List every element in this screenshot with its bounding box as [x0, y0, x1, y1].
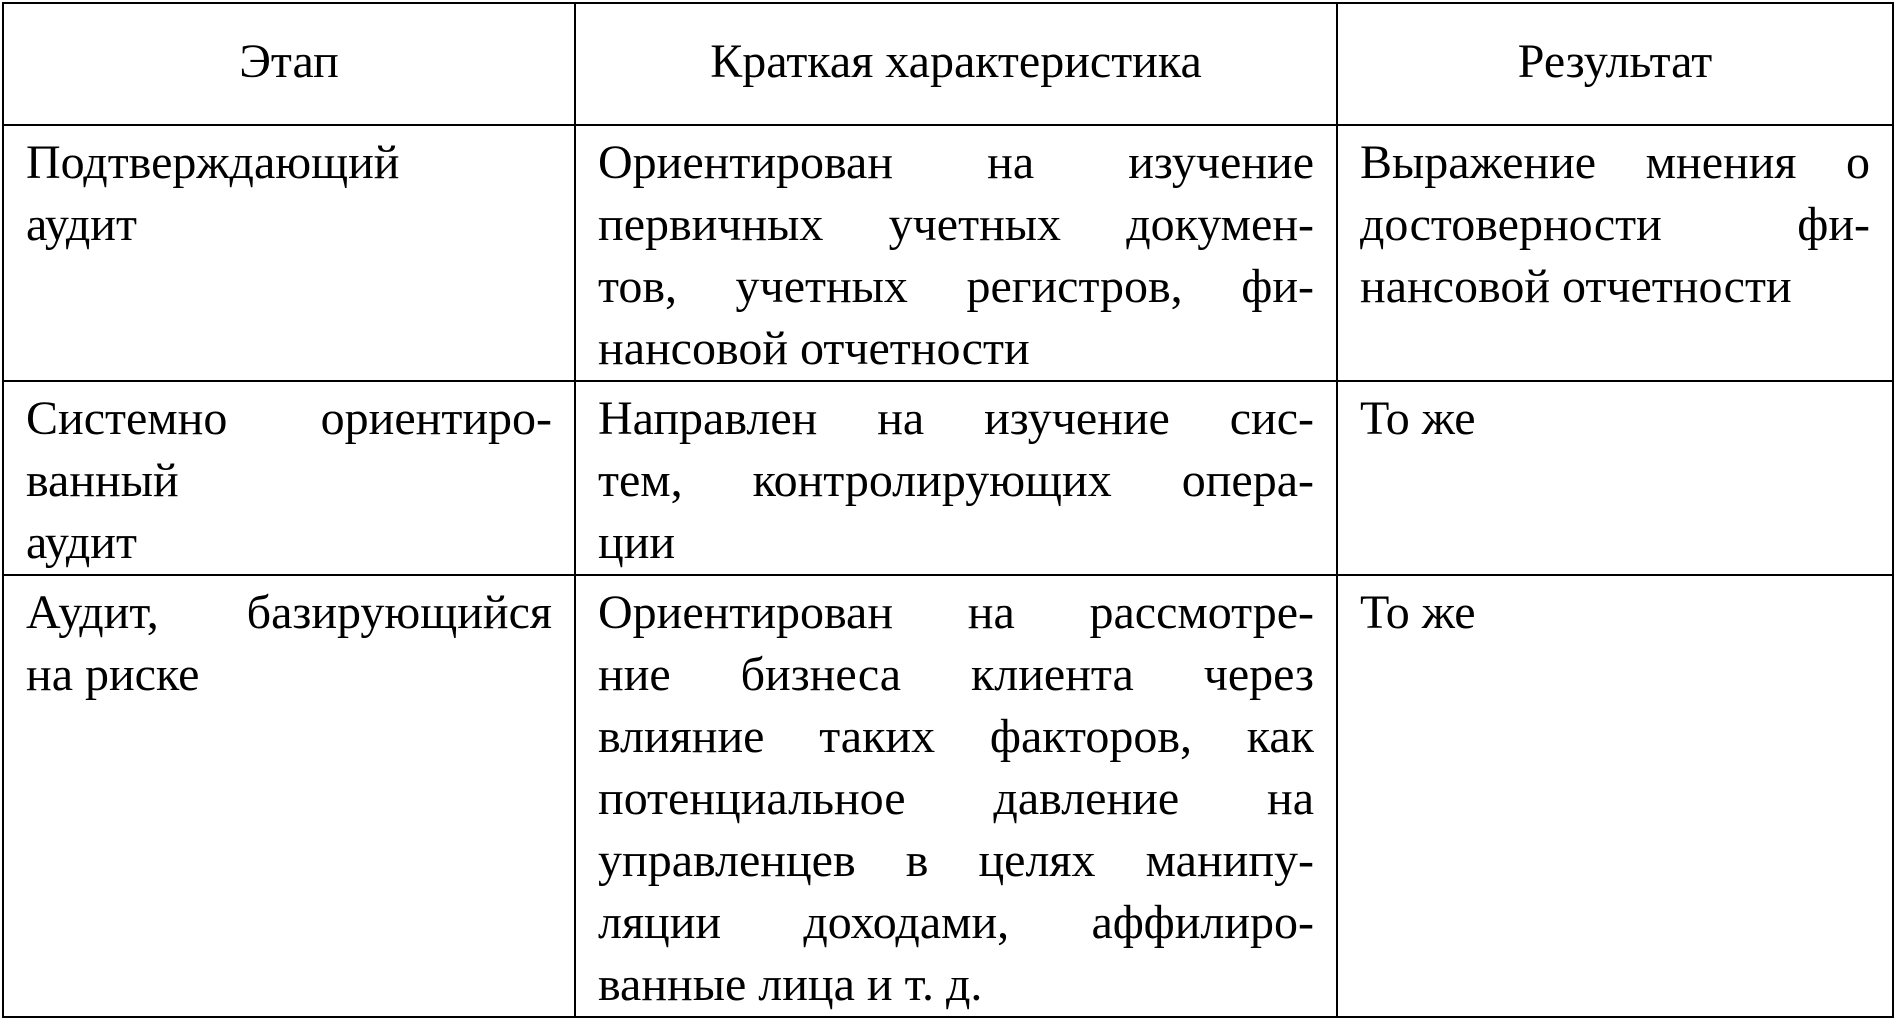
cell-text-line: нансовой отчетности — [598, 322, 1030, 375]
table-header-row — [3, 3, 1893, 125]
header-stage: Этап — [3, 3, 575, 125]
cell-text-line: первичных учетных докумен- — [598, 198, 1314, 251]
cell-text-line: Аудит, базирующийся — [26, 586, 552, 639]
cell-stage — [3, 125, 575, 381]
cell-text-line: тов, учетных регистров, фи- — [598, 260, 1314, 313]
header-description: Краткая характеристика — [575, 3, 1337, 125]
cell-text-line: Ориентирован на рассмотре- — [598, 586, 1314, 639]
cell-text-line: влияние таких факторов, как — [598, 710, 1314, 763]
audit-stages-table — [2, 2, 1894, 1018]
cell-text-line: Ориентирован на изучение — [598, 136, 1314, 189]
header-result: Результат — [1337, 3, 1893, 125]
cell-text-line: тем, контролирующих опера- — [598, 454, 1314, 507]
cell-result — [1337, 125, 1893, 381]
cell-text-line: аудит — [26, 516, 137, 569]
audit-stages-table-container — [2, 2, 1892, 1018]
cell-text-line: аудит — [26, 198, 137, 251]
cell-description — [575, 381, 1337, 575]
cell-text-line: ляции доходами, аффилиро- — [598, 896, 1314, 949]
cell-text-line: ние бизнеса клиента через — [598, 648, 1314, 701]
cell-text-line: ванные лица и т. д. — [598, 958, 983, 1011]
cell-text-line: Подтверждающий — [26, 136, 400, 189]
cell-text-line: на риске — [26, 648, 200, 701]
cell-text-line: Системно ориентиро- — [26, 392, 552, 445]
cell-text-line: управленцев в целях манипу- — [598, 834, 1314, 887]
cell-text-line: ции — [598, 516, 676, 569]
table-row — [3, 575, 1893, 1017]
cell-text-line: То же — [1360, 392, 1476, 445]
cell-text-line: потенциальное давление на — [598, 772, 1314, 825]
cell-description — [575, 575, 1337, 1017]
cell-result — [1337, 381, 1893, 575]
cell-text-line: Выражение мнения о — [1360, 136, 1870, 189]
cell-text-line: нансовой отчетности — [1360, 260, 1792, 313]
cell-text-line: То же — [1360, 586, 1476, 639]
cell-text-line: ванный — [26, 454, 179, 507]
table-row — [3, 125, 1893, 381]
cell-result — [1337, 575, 1893, 1017]
cell-text-line: достоверности фи- — [1360, 198, 1870, 251]
table-row — [3, 381, 1893, 575]
cell-text-line: Направлен на изучение сис- — [598, 392, 1314, 445]
cell-stage — [3, 575, 575, 1017]
cell-description — [575, 125, 1337, 381]
cell-stage — [3, 381, 575, 575]
